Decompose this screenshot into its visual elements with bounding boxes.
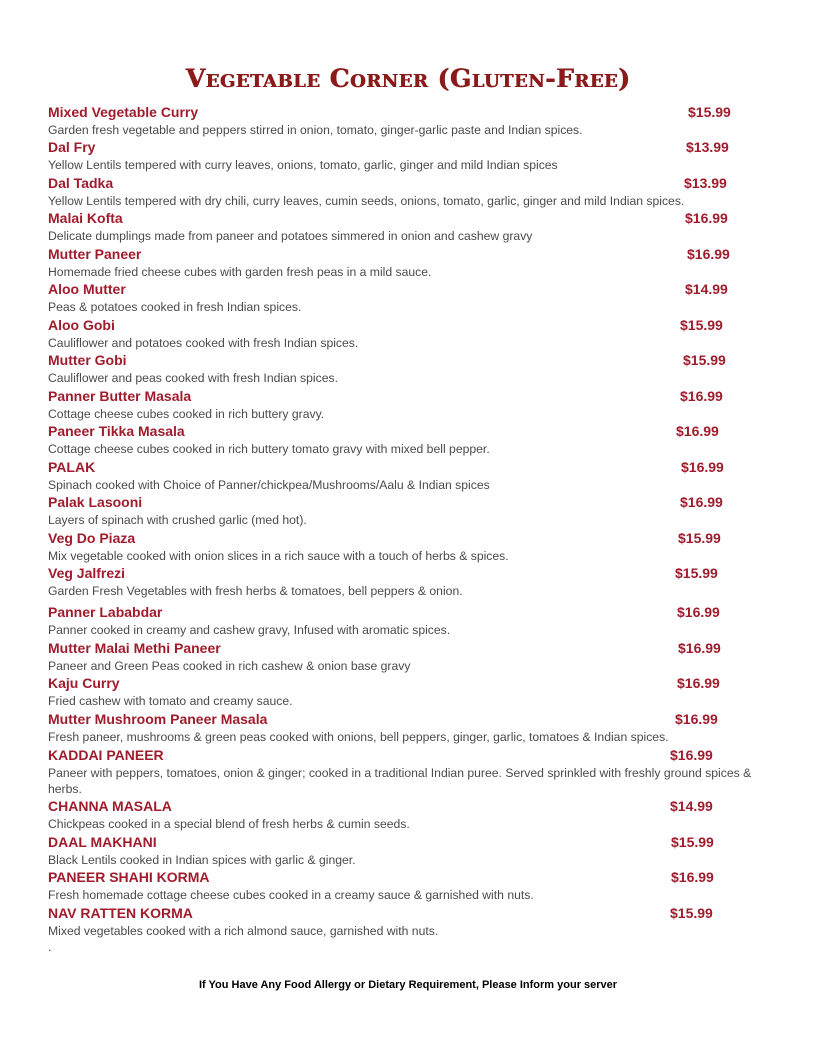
menu-item-price: $16.99 <box>670 747 713 763</box>
menu-item-description: Yellow Lentils tempered with dry chili, curry leaves, cumin seeds, onions, tomato, garlic, ginger and mild Indian spices. <box>48 194 685 208</box>
menu-item-header <box>48 175 768 192</box>
menu-item-name: CHANNA MASALA <box>48 798 172 814</box>
menu-item <box>48 565 768 600</box>
menu-item-description: Mix vegetable cooked with onion slices in a rich sauce with a touch of herbs & spices. <box>48 549 509 563</box>
menu-item-name: Mutter Mushroom Paneer Masala <box>48 711 268 727</box>
menu-item <box>48 530 768 565</box>
menu-item <box>48 423 768 458</box>
menu-item-description: Fresh paneer, mushrooms & green peas cooked with onions, bell peppers, ginger, garlic, tomatoes & Indian spices. <box>48 730 669 744</box>
menu-item-name: Paneer Tikka Masala <box>48 423 185 439</box>
menu-item-price: $13.99 <box>686 139 729 155</box>
menu-item-price: $14.99 <box>670 798 713 814</box>
menu-item-price: $16.99 <box>680 388 723 404</box>
menu-item-description: Cottage cheese cubes cooked in rich buttery gravy. <box>48 407 325 421</box>
menu-item-header <box>48 798 768 815</box>
menu-item-description: Spinach cooked with Choice of Panner/chickpea/Mushrooms/Aalu & Indian spices <box>48 478 490 492</box>
menu-item-name: Mutter Malai Methi Paneer <box>48 640 221 656</box>
menu-item <box>48 834 768 869</box>
menu-item <box>48 175 768 210</box>
menu-item <box>48 798 768 833</box>
menu-item-header <box>48 352 768 369</box>
menu-item <box>48 640 768 675</box>
menu-item-header <box>48 675 768 692</box>
menu-item-header <box>48 494 768 511</box>
menu-item-price: $14.99 <box>685 281 728 297</box>
menu-item-name: Aloo Gobi <box>48 317 115 333</box>
menu-item-description: Garden Fresh Vegetables with fresh herbs & tomatoes, bell peppers & onion. <box>48 584 463 598</box>
menu-item-header <box>48 104 768 121</box>
menu-item-price: $16.99 <box>680 494 723 510</box>
menu-item-header <box>48 281 768 298</box>
menu-item <box>48 210 768 245</box>
menu-item-name: Veg Jalfrezi <box>48 565 126 581</box>
menu-item-price: $15.99 <box>683 352 726 368</box>
menu-item-description: Homemade fried cheese cubes with garden fresh peas in a mild sauce. <box>48 265 432 279</box>
menu-item-header <box>48 711 768 728</box>
menu-item-name: NAV RATTEN KORMA <box>48 905 193 921</box>
menu-item-price: $16.99 <box>687 246 730 262</box>
menu-item-name: Mutter Gobi <box>48 352 127 368</box>
menu-item-header <box>48 834 768 851</box>
menu-item <box>48 352 768 387</box>
menu-item <box>48 281 768 316</box>
menu-item-header <box>48 640 768 657</box>
menu-item-price: $16.99 <box>681 459 724 475</box>
menu-item-description: Paneer with peppers, tomatoes, onion & ginger; cooked in a traditional Indian puree. Served sprinkled with freshly ground spices & herbs. <box>48 766 752 796</box>
menu-item-name: Malai Kofta <box>48 210 123 226</box>
menu-item-header <box>48 388 768 405</box>
menu-item <box>48 494 768 529</box>
menu-item-price: $15.99 <box>675 565 718 581</box>
menu-item-name: KADDAI PANEER <box>48 747 164 763</box>
menu-item <box>48 459 768 494</box>
menu-item-name: Dal Fry <box>48 139 96 155</box>
trailing-mark: . <box>48 940 52 954</box>
menu-item-price: $16.99 <box>678 640 721 656</box>
menu-item-description: Chickpeas cooked in a special blend of fresh herbs & cumin seeds. <box>48 817 410 831</box>
menu-item-price: $16.99 <box>676 423 719 439</box>
menu-item-description: Cauliflower and potatoes cooked with fresh Indian spices. <box>48 336 359 350</box>
menu-item-description: Mixed vegetables cooked with a rich almond sauce, garnished with nuts. <box>48 924 439 938</box>
menu-item-price: $16.99 <box>677 675 720 691</box>
menu-item-name: Aloo Mutter <box>48 281 126 297</box>
menu-item-description: Panner cooked in creamy and cashew gravy, Infused with aromatic spices. <box>48 623 451 637</box>
menu-item-description: Fresh homemade cottage cheese cubes cooked in a creamy sauce & garnished with nuts. <box>48 888 534 902</box>
menu-item-price: $13.99 <box>684 175 727 191</box>
menu-item-header <box>48 210 768 227</box>
menu-item-header <box>48 246 768 263</box>
menu-item <box>48 139 768 174</box>
menu-item <box>48 104 768 139</box>
menu-item-name: Kaju Curry <box>48 675 120 691</box>
menu-item-header <box>48 565 768 582</box>
menu-item-description: Yellow Lentils tempered with curry leaves, onions, tomato, garlic, ginger and mild Indian spices <box>48 158 558 172</box>
menu-item-price: $16.99 <box>675 711 718 727</box>
menu-item-name: Palak Lasooni <box>48 494 143 510</box>
menu-item-header <box>48 905 768 922</box>
menu-item-price: $15.99 <box>678 530 721 546</box>
menu-item-description: Cauliflower and peas cooked with fresh Indian spices. <box>48 371 338 385</box>
menu-item-description: Fried cashew with tomato and creamy sauce. <box>48 694 293 708</box>
menu-item-description: Delicate dumplings made from paneer and potatoes simmered in onion and cashew gravy <box>48 229 533 243</box>
menu-item-name: Panner Lababdar <box>48 604 163 620</box>
menu-item-header <box>48 317 768 334</box>
menu-item-price: $16.99 <box>677 604 720 620</box>
menu-item-name: DAAL MAKHANI <box>48 834 157 850</box>
menu-item-description: Garden fresh vegetable and peppers stirred in onion, tomato, ginger-garlic paste and Indian spices. <box>48 123 583 137</box>
menu-item-header <box>48 869 768 886</box>
menu-item-price: $15.99 <box>671 834 714 850</box>
menu-item-description: Black Lentils cooked in Indian spices with garlic & ginger. <box>48 853 356 867</box>
menu-item-description: Cottage cheese cubes cooked in rich buttery tomato gravy with mixed bell pepper. <box>48 442 490 456</box>
menu-item-name: Veg Do Piaza <box>48 530 136 546</box>
menu-item-description: Paneer and Green Peas cooked in rich cashew & onion base gravy <box>48 659 411 673</box>
allergy-notice: If You Have Any Food Allergy or Dietary Requirement, Please Inform your server <box>198 979 618 991</box>
menu-item-name: Panner Butter Masala <box>48 388 192 404</box>
menu-item-price: $15.99 <box>670 905 713 921</box>
menu-item-description: Layers of spinach with crushed garlic (med hot). <box>48 513 307 527</box>
page-title: Vegetable Corner (Gluten-Free) <box>185 64 631 93</box>
menu-item-header <box>48 459 768 476</box>
menu-item-price: $16.99 <box>685 210 728 226</box>
menu-item-description: Peas & potatoes cooked in fresh Indian spices. <box>48 300 302 314</box>
menu-item <box>48 905 768 940</box>
menu-item <box>48 675 768 710</box>
menu-item-name: PANEER SHAHI KORMA <box>48 869 210 885</box>
menu-item-name: Mutter Paneer <box>48 246 142 262</box>
menu-item-name: PALAK <box>48 459 96 475</box>
menu-item <box>48 317 768 352</box>
menu-item-name: Dal Tadka <box>48 175 114 191</box>
menu-item-header <box>48 139 768 156</box>
menu-item-header <box>48 747 768 764</box>
menu-item <box>48 747 768 797</box>
menu-item-header <box>48 604 768 621</box>
menu-item-header <box>48 423 768 440</box>
menu-item <box>48 711 768 746</box>
menu-item-price: $15.99 <box>688 104 731 120</box>
menu-item-price: $15.99 <box>680 317 723 333</box>
menu-item <box>48 604 768 639</box>
menu-item <box>48 869 768 904</box>
menu-item-header <box>48 530 768 547</box>
menu-item <box>48 246 768 281</box>
menu-item <box>48 388 768 423</box>
menu-item-price: $16.99 <box>671 869 714 885</box>
menu-item-name: Mixed Vegetable Curry <box>48 104 199 120</box>
